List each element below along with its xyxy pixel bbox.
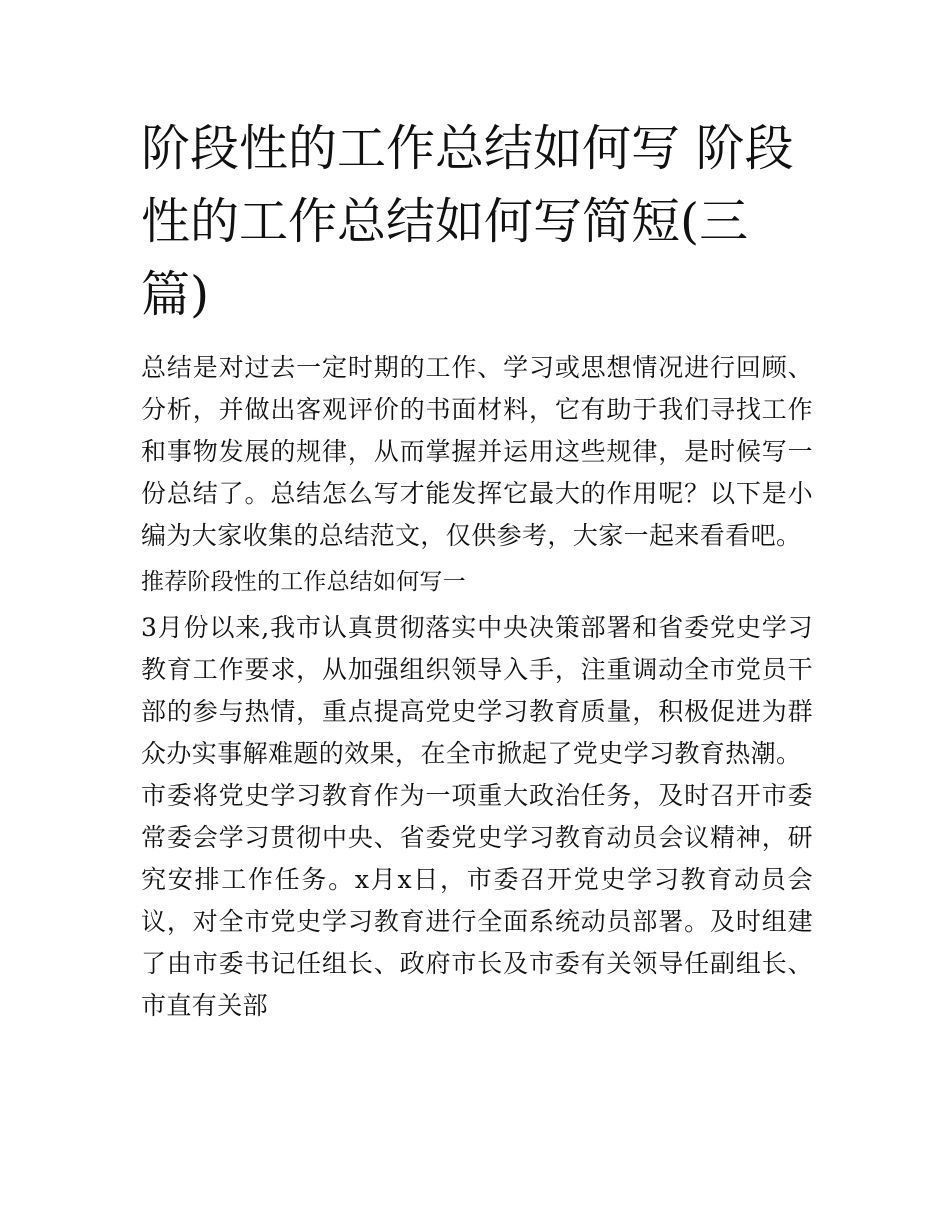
intro-paragraph: 总结是对过去一定时期的工作、学习或思想情况进行回顾、分析，并做出客观评价的书面材料，它有助于我们寻找工作和事物发展的规律，从而掌握并运用这些规律，是时候写一份总结了。总结怎么写才能发挥它最大的作用呢？以下是小编为大家收集的总结范文，仅供参考，大家一起来看看吧。 — [141, 353, 813, 550]
body-paragraph-2: 市委将党史学习教育作为一项重大政治任务，及时召开市委常委会学习贯彻中央、省委党史学习教育动员会议精神，研究安排工作任务。x月x日，市委召开党史学习教育动员会议，对全市党史学习教育进行全面系统动员部署。及时组建了由市委书记任组长、政府市长及市委有关领导任副组长、市直有关部 — [141, 781, 813, 1020]
document-title: 阶段性的工作总结如何写 阶段性的工作总结如何写简短(三篇) — [141, 120, 794, 323]
document-body — [141, 112, 813, 1027]
body-paragraph-1: 3月份以来,我市认真贯彻落实中央决策部署和省委党史学习教育工作要求，从加强组织领导入手，注重调动全市党员干部的参与热情，重点提高党史学习教育质量，积极促进为群众办实事解难题的效果，在全市掀起了党史学习教育热潮。 — [141, 613, 813, 768]
section-heading: 推荐阶段性的工作总结如何写一 — [141, 569, 466, 595]
